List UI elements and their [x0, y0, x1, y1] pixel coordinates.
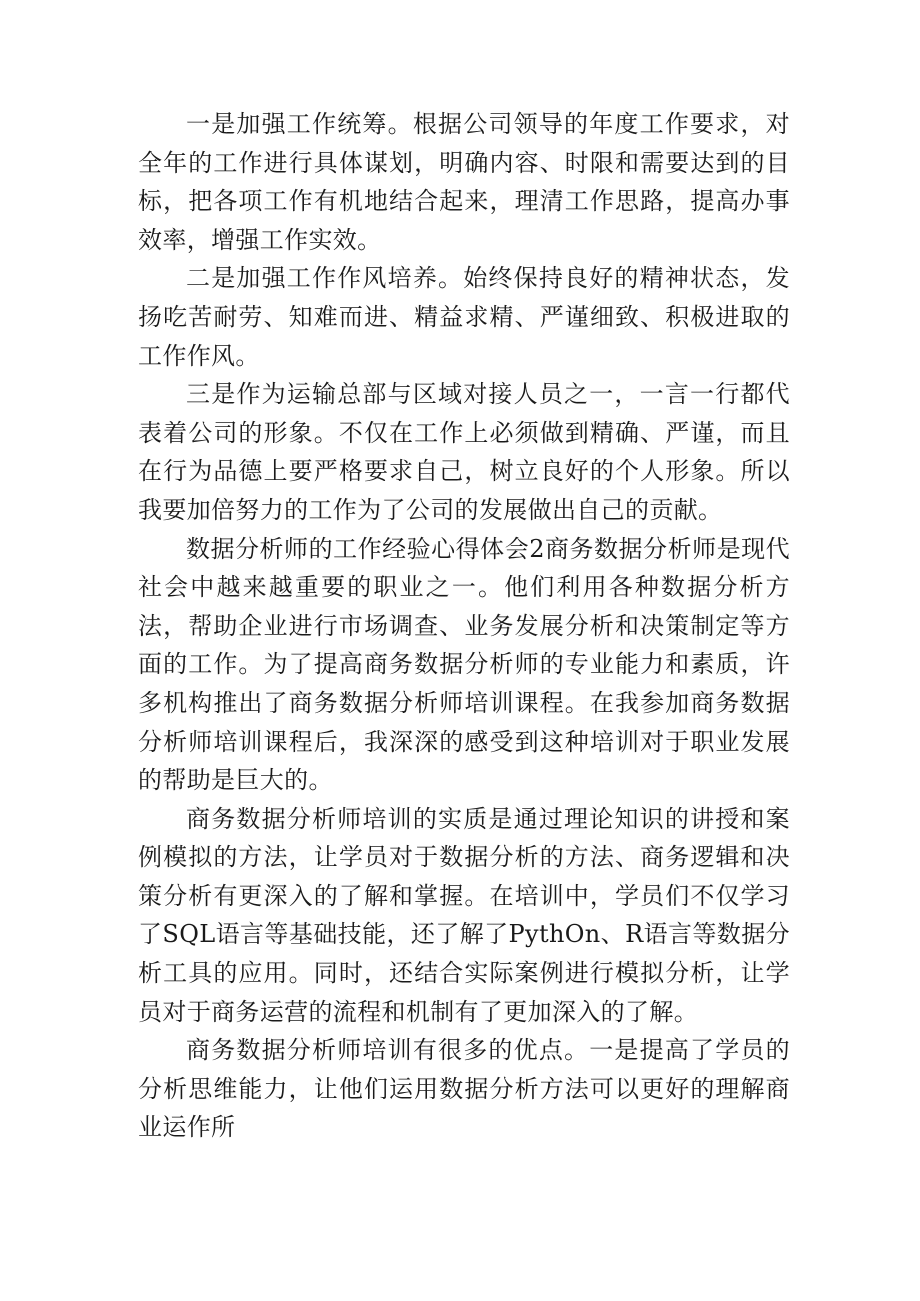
paragraph-2: 二是加强工作作风培养。始终保持良好的精神状态，发扬吃苦耐劳、知难而进、精益求精、严谨细致、积极进取的工作作风。	[138, 264, 790, 370]
paragraph-4: 数据分析师的工作经验心得体会2商务数据分析师是现代社会中越来越重要的职业之一。他们利用各种数据分析方法，帮助企业进行市场调查、业务发展分析和决策制定等方面的工作。为了提高商务数据分析师的专业能力和素质，许多机构推出了商务数据分析师培训课程。在我参加商务数据分析师培训课程后，我深深的感受到这种培训对于职业发展的帮助是巨大的。	[138, 534, 790, 795]
document-body	[138, 105, 790, 1147]
paragraph-3: 三是作为运输总部与区域对接人员之一，一言一行都代表着公司的形象。不仅在工作上必须做到精确、严谨，而且在行为品德上要严格要求自己，树立良好的个人形象。所以我要加倍努力的工作为了公司的发展做出自己的贡献。	[138, 380, 790, 524]
paragraph-6: 商务数据分析师培训有很多的优点。一是提高了学员的分析思维能力，让他们运用数据分析方法可以更好的理解商业运作所	[138, 1036, 790, 1142]
paragraph-1: 一是加强工作统筹。根据公司领导的年度工作要求，对全年的工作进行具体谋划，明确内容、时限和需要达到的目标，把各项工作有机地结合起来，理清工作思路，提高办事效率，增强工作实效。	[138, 110, 790, 254]
paragraph-5: 商务数据分析师培训的实质是通过理论知识的讲授和案例模拟的方法，让学员对于数据分析的方法、商务逻辑和决策分析有更深入的了解和掌握。在培训中，学员们不仅学习了SQL语言等基础技能，还了解了PythOn、R语言等数据分析工具的应用。同时，还结合实际案例进行模拟分析，让学员对于商务运营的流程和机制有了更加深入的了解。	[138, 804, 790, 1026]
